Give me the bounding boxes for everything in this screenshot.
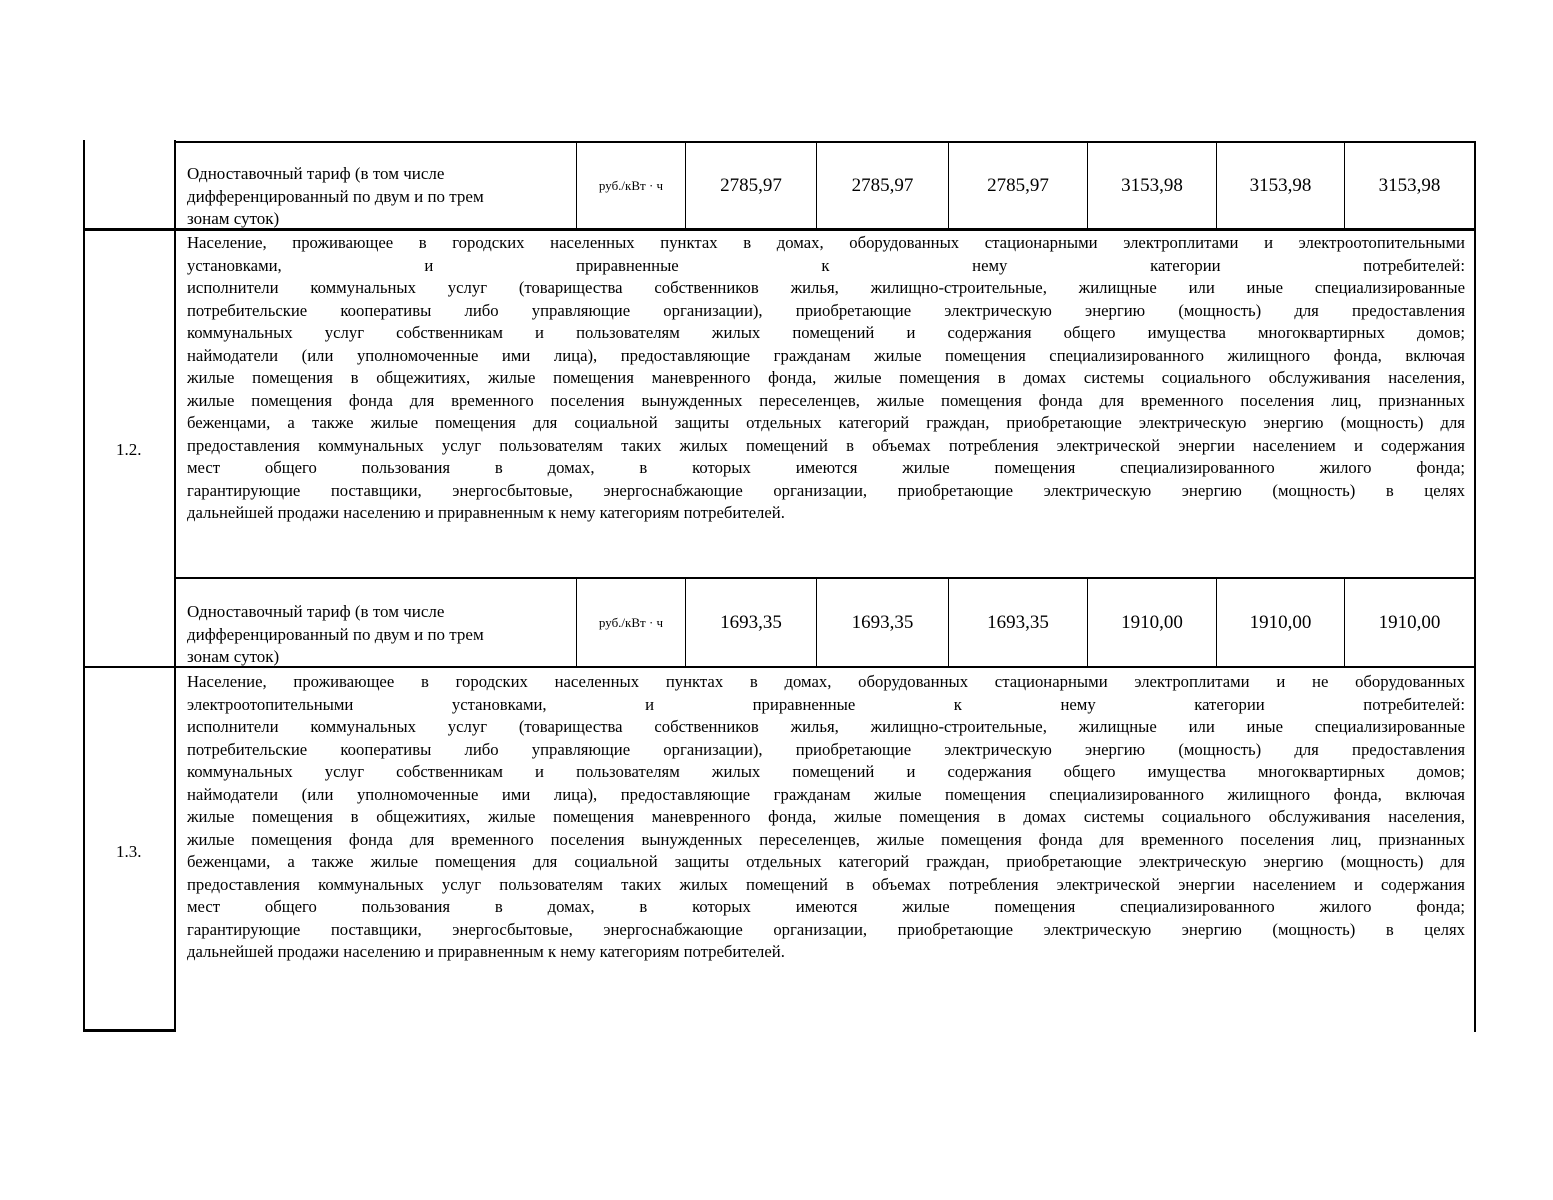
- row2-tariff-label-line: дифференцированный по двум и по трем: [187, 624, 484, 644]
- row1-value-6: 3153,98: [1378, 175, 1441, 196]
- description-line: мест общего пользования в домах, в которых имеются жилые помещения специализированного жилого фонда;: [187, 458, 1465, 477]
- row1-tariff-label-line: зонам суток): [187, 209, 280, 228]
- row-1-3-description: [187, 671, 1465, 964]
- row2-value-5: 1910,00: [1249, 611, 1312, 633]
- description-line: беженцами, а также жилые помещения для социальной защиты отдельных категорий граждан, приобретающие электрическую энергию (мощность) для: [187, 413, 1465, 432]
- row2-value-1: 1693,35: [720, 611, 782, 633]
- row1-unit: руб./кВт · ч: [598, 178, 664, 193]
- row1-value-4: 3153,98: [1121, 175, 1183, 196]
- description-line: коммунальных услуг собственникам и пользователям жилых помещений и содержания общего имущества многоквартирных домов;: [187, 323, 1465, 342]
- description-line: потребительские кооперативы либо управляющие организации), приобретающие электрическую энергию (мощность) для предоставления: [187, 739, 1465, 759]
- description-line: Население, проживающее в городских населенных пунктах в домах, оборудованных стационарными электроплитами и электроотопительными: [187, 233, 1465, 252]
- description-line: дальнейшей продажи населению и приравненным к нему категориям потребителей.: [187, 942, 785, 961]
- description-line: гарантирующие поставщики, энергосбытовые, энергоснабжающие организации, приобретающие электрическую энергию (мощность) в целях: [187, 919, 1465, 939]
- row-1-2-description: [187, 232, 1465, 525]
- description-line: установками, и приравненные к нему категории потребителей:: [187, 255, 1465, 275]
- row2-value-3: 1693,35: [987, 611, 1049, 633]
- description-line: потребительские кооперативы либо управляющие организации), приобретающие электрическую энергию (мощность) для предоставления: [187, 300, 1465, 320]
- description-line: мест общего пользования в домах, в которых имеются жилые помещения специализированного жилого фонда;: [187, 897, 1465, 916]
- description-line: предоставления коммунальных услуг пользователям таких жилых помещений в объемах потребления электрической энергии населением и содержания: [187, 874, 1465, 894]
- row1-tariff-label-line: дифференцированный по двум и по трем: [187, 186, 484, 206]
- description-line: гарантирующие поставщики, энергосбытовые, энергоснабжающие организации, приобретающие электрическую энергию (мощность) в целях: [187, 480, 1465, 500]
- description-line: жилые помещения фонда для временного поселения вынужденных переселенцев, жилые помещения фонда для временного поселения лиц, признанных: [187, 390, 1465, 410]
- description-line: жилые помещения фонда для временного поселения вынужденных переселенцев, жилые помещения фонда для временного поселения лиц, признанных: [187, 829, 1465, 849]
- row2-unit: руб./кВт · ч: [598, 614, 664, 630]
- row2-value-6: 1910,00: [1378, 611, 1441, 633]
- row2-tariff-label-line: Одноставочный тариф (в том числе: [187, 602, 445, 621]
- row2-tariff-label: [187, 601, 572, 669]
- row1-value-2: 2785,97: [851, 175, 914, 196]
- description-line: жилые помещения в общежитиях, жилые помещения маневренного фонда, жилые помещения в домах системы социального обслуживания населения,: [187, 368, 1465, 387]
- row2-value-2: 1693,35: [851, 611, 914, 633]
- table-border-right: [1474, 141, 1476, 1032]
- table-border-number-column: [174, 140, 176, 1032]
- description-line: Население, проживающее в городских населенных пунктах в домах, оборудованных стационарными электроплитами и не оборудованных: [187, 672, 1465, 691]
- row1-tariff-label: [187, 163, 572, 231]
- row-number-1-3: 1.3.: [116, 842, 142, 861]
- description-line: электроотопительными установками, и приравненные к нему категории потребителей:: [187, 694, 1465, 714]
- row2-value-4: 1910,00: [1121, 611, 1183, 633]
- row1-tariff-label-line: Одноставочный тариф (в том числе: [187, 164, 445, 183]
- table-border-bottom: [83, 1029, 176, 1032]
- description-line: наймодатели (или уполномоченные ими лица), предоставляющие гражданам жилые помещения специализированного жилищного фонда, включая: [187, 784, 1465, 804]
- description-line: наймодатели (или уполномоченные ими лица), предоставляющие гражданам жилые помещения специализированного жилищного фонда, включая: [187, 345, 1465, 365]
- description-line: жилые помещения в общежитиях, жилые помещения маневренного фонда, жилые помещения в домах системы социального обслуживания населения,: [187, 807, 1465, 826]
- description-line: беженцами, а также жилые помещения для социальной защиты отдельных категорий граждан, приобретающие электрическую энергию (мощность) для: [187, 852, 1465, 871]
- description-line: дальнейшей продажи населению и приравненным к нему категориям потребителей.: [187, 503, 785, 522]
- row1-value-5: 3153,98: [1249, 175, 1312, 196]
- description-line: предоставления коммунальных услуг пользователям таких жилых помещений в объемах потребления электрической энергии населением и содержания: [187, 435, 1465, 455]
- table-border-left: [83, 140, 85, 1032]
- description-line: исполнители коммунальных услуг (товарищества собственников жилья, жилищно-строительные, жилищные или иные специализированные: [187, 278, 1465, 297]
- description-line: коммунальных услуг собственникам и пользователям жилых помещений и содержания общего имущества многоквартирных домов;: [187, 762, 1465, 781]
- row-number-1-2: 1.2.: [116, 440, 142, 459]
- row1-value-3: 2785,97: [987, 175, 1049, 196]
- description-line: исполнители коммунальных услуг (товарищества собственников жилья, жилищно-строительные, жилищные или иные специализированные: [187, 717, 1465, 736]
- row1-value-1: 2785,97: [720, 175, 782, 196]
- row2-tariff-label-line: зонам суток): [187, 647, 280, 666]
